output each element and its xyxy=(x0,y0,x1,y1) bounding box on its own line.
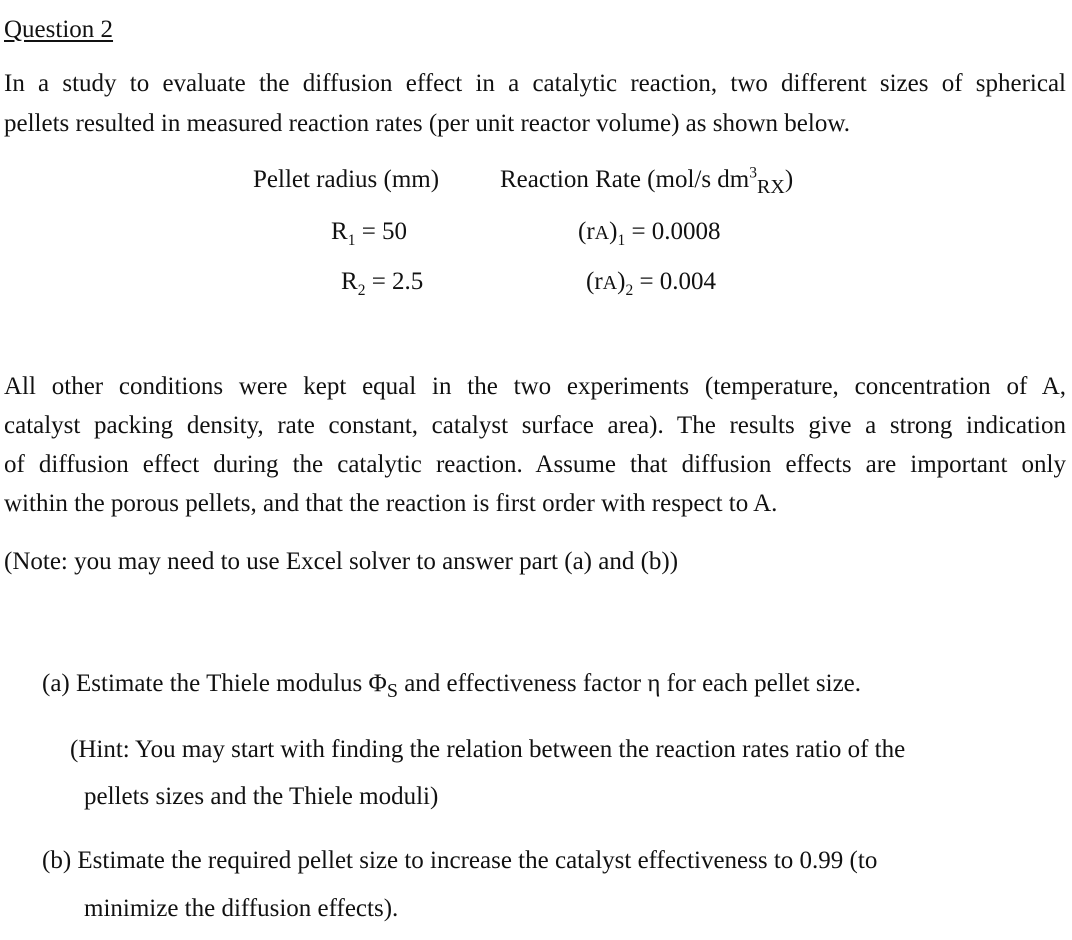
table-header-rate: Reaction Rate (mol/s $dm^3_{RX}$) xyxy=(500,164,794,198)
table-row-1-rate: $(rA)_1 = 0.0008$ xyxy=(578,218,721,249)
table-row-2-rate: $(rA)_2 = 0.004$ xyxy=(586,268,717,299)
part-b-question-line-1: (b) Estimate the required pellet size to increase the catalyst effectiveness to 0.99 (to xyxy=(42,847,878,874)
part-b-question-line-2: minimize the diffusion effects). xyxy=(84,895,399,922)
note-text: (Note: you may need to use Excel solver to answer part (a) and (b)) xyxy=(4,548,679,575)
intro-line-2: pellets resulted in measured reaction rates (per unit reactor volume) as shown below. xyxy=(4,110,850,137)
conditions-line-2: catalyst packing density, rate constant, catalyst surface area). The results give a strong indication xyxy=(4,412,1066,439)
conditions-line-4: within the porous pellets, and that the reaction is first order with respect to A. xyxy=(4,490,778,517)
conditions-line-3: of diffusion effect during the catalytic reaction. Assume that diffusion effects are important only xyxy=(4,451,1066,478)
hint-line-1: (Hint: You may start with finding the relation between the reaction rates ratio of the xyxy=(70,736,906,763)
hint-line-2: pellets sizes and the Thiele moduli) xyxy=(84,783,439,810)
table-row-2-radius: $R_2 = 2.5$ xyxy=(341,268,424,299)
conditions-line-1: All other conditions were kept equal in the two experiments (temperature, concentration of A, xyxy=(4,373,1066,400)
intro-line-1: In a study to evaluate the diffusion effect in a catalytic reaction, two different sizes of spherical xyxy=(4,70,1066,97)
table-row-1-radius: $R_1 = 50$ xyxy=(331,218,408,249)
part-a-question: (a) Estimate the Thiele modulus $\Phi_S$ and effectiveness factor η for each pellet size. xyxy=(42,670,862,702)
table-header-radius: Pellet radius (mm) xyxy=(253,166,440,193)
question-title: Question 2 xyxy=(4,16,114,43)
